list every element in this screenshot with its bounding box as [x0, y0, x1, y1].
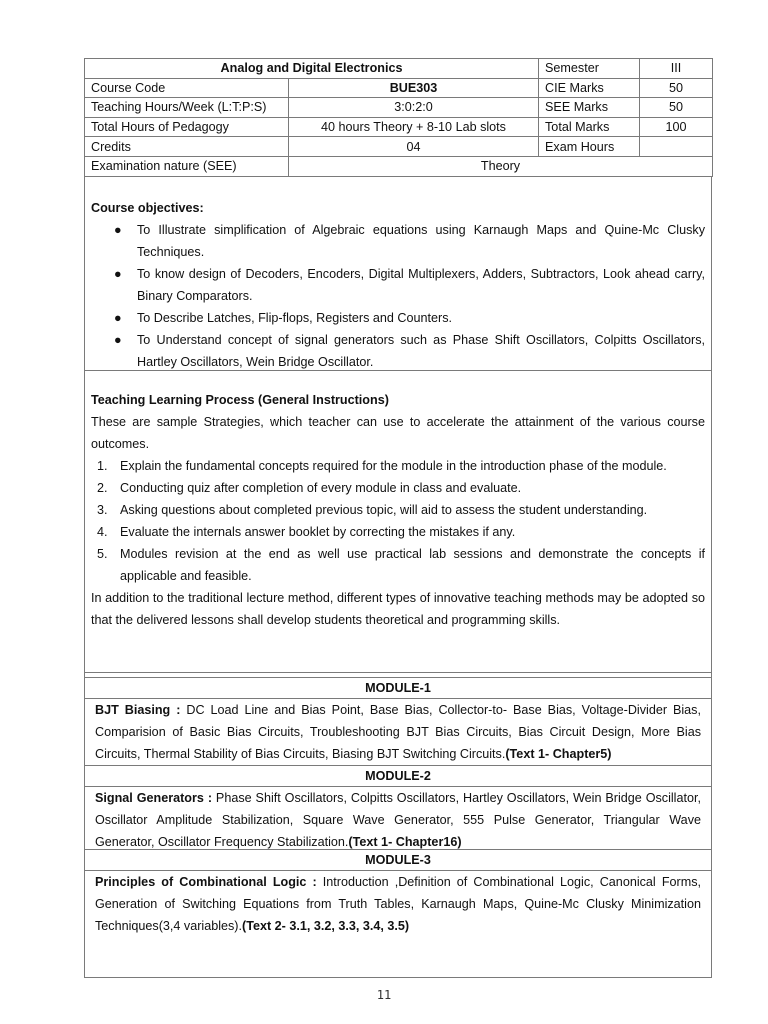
bullet-icon: ●: [114, 310, 122, 325]
objective-text: To Understand concept of signal generators such as Phase Shift Oscillators, Colpitts Oscillators, Hartley Oscillators, Wein Bridge Oscillator.: [137, 332, 705, 369]
teaching-item-text: Modules revision at the end as well use practical lab sessions and demonstrate the concepts if applicable and feasible.: [120, 546, 705, 583]
bullet-icon: ●: [114, 266, 122, 281]
course-code-row: [85, 78, 713, 98]
row-value: BUE303: [289, 78, 539, 98]
objective-text: To Illustrate simplification of Algebraic equations using Karnaugh Maps and Quine-Mc Clusky Techniques.: [137, 222, 705, 259]
row-right-value: 100: [640, 117, 713, 137]
objectives-heading: Course objectives:: [91, 200, 204, 215]
teaching-item-text: Asking questions about completed previous topic, will aid to assess the student understanding.: [120, 502, 648, 517]
list-item: [91, 329, 705, 373]
bullet-icon: ●: [114, 222, 122, 237]
row-value: 04: [289, 137, 539, 157]
row-right-label: CIE Marks: [539, 78, 640, 98]
exam-nature-value: Theory: [289, 156, 713, 176]
teaching-heading: Teaching Learning Process (General Instructions): [91, 392, 389, 407]
pedagogy-hours-row: [85, 117, 713, 137]
objective-text: To know design of Decoders, Encoders, Digital Multiplexers, Adders, Subtractors, Look ahead carry, Binary Comparators.: [137, 266, 705, 303]
course-info-table: [84, 58, 713, 177]
list-item: 3. Asking questions about completed previous topic, will aid to assess the student understanding.: [97, 502, 648, 517]
semester-value: III: [640, 59, 713, 79]
teaching-intro: These are sample Strategies, which teacher can use to accelerate the attainment of the various course outcomes.: [91, 414, 705, 451]
list-item: 4. Evaluate the internals answer booklet by correcting the mistakes if any.: [97, 524, 516, 539]
row-right-value: 50: [640, 78, 713, 98]
course-title-row: [85, 59, 713, 79]
teaching-learning-section: [85, 371, 711, 673]
list-item: [91, 307, 705, 329]
module-reference: (Text 1- Chapter5): [505, 746, 612, 761]
row-label: Teaching Hours/Week (L:T:P:S): [85, 98, 289, 118]
module-1-body: [85, 699, 711, 766]
row-value: 3:0:2:0: [289, 98, 539, 118]
module-topic: Principles of Combinational Logic :: [95, 874, 317, 889]
list-item: 5. Modules revision at the end as well use practical lab sessions and demonstrate the concepts if applicable and feasible.: [97, 546, 705, 583]
course-objectives-section: [85, 177, 711, 371]
module-topic: Signal Generators :: [95, 790, 213, 805]
semester-label: Semester: [539, 59, 640, 79]
module-2-body: [85, 787, 711, 850]
row-label: Total Hours of Pedagogy: [85, 117, 289, 137]
row-label: Course Code: [85, 78, 289, 98]
teaching-item-text: Evaluate the internals answer booklet by correcting the mistakes if any.: [120, 524, 516, 539]
row-value: 40 hours Theory + 8-10 Lab slots: [289, 117, 539, 137]
syllabus-page: [84, 58, 712, 978]
row-right-value: [640, 137, 713, 157]
teaching-list: [91, 455, 705, 587]
list-item: [91, 219, 705, 263]
teaching-item-text: Explain the fundamental concepts required for the module in the introduction phase of the module.: [120, 458, 667, 473]
bullet-icon: ●: [114, 332, 122, 347]
module-text: Phase Shift Oscillators, Colpitts Oscillators, Hartley Oscillators, Wein Bridge Oscillator, Oscillator Amplitude Stabilization, Square Wave Generator, 555 Pulse Generator, Triangular Wave Generator, Oscillator Frequency Stabilization.: [95, 790, 701, 849]
module-1-heading: MODULE-1: [85, 678, 711, 699]
exam-nature-row: [85, 156, 713, 176]
module-2-heading: MODULE-2: [85, 766, 711, 787]
course-title: Analog and Digital Electronics: [85, 59, 539, 79]
list-item: 1. Explain the fundamental concepts required for the module in the introduction phase of the module.: [97, 458, 667, 473]
teaching-hours-row: [85, 98, 713, 118]
teaching-outro: In addition to the traditional lecture method, different types of innovative teaching methods may be adopted so that the delivered lessons shall develop students theoretical and programming skills.: [91, 590, 705, 627]
page-number: 11: [376, 988, 392, 1002]
row-right-value: 50: [640, 98, 713, 118]
module-reference: (Text 2- 3.1, 3.2, 3.3, 3.4, 3.5): [242, 918, 410, 933]
module-topic: BJT Biasing :: [95, 702, 181, 717]
module-3-body: [85, 871, 711, 977]
list-item: [91, 263, 705, 307]
syllabus-body: [84, 177, 712, 978]
teaching-item-text: Conducting quiz after completion of every module in class and evaluate.: [120, 480, 522, 495]
credits-row: [85, 137, 713, 157]
row-right-label: Exam Hours: [539, 137, 640, 157]
module-text: DC Load Line and Bias Point, Base Bias, Collector-to- Base Bias, Voltage-Divider Bias, Comparision of Basic Bias Circuits, Troubleshooting BJT Bias Circuits, Bias Circuit Design, More Bias Circuits, Thermal Stability of Bias Circuits, Biasing BJT Switching Circuits.: [95, 702, 701, 761]
row-right-label: SEE Marks: [539, 98, 640, 118]
exam-nature-label: Examination nature (SEE): [85, 156, 289, 176]
module-reference: (Text 1- Chapter16): [348, 834, 462, 849]
objective-text: To Describe Latches, Flip-flops, Registers and Counters.: [137, 310, 452, 325]
objectives-list: [91, 219, 705, 373]
list-item: 2. Conducting quiz after completion of every module in class and evaluate.: [97, 480, 522, 495]
row-right-label: Total Marks: [539, 117, 640, 137]
row-label: Credits: [85, 137, 289, 157]
module-3-heading: MODULE-3: [85, 850, 711, 871]
module-text: Introduction ,Definition of Combinational Logic, Canonical Forms, Generation of Switching Equations from Truth Tables, Karnaugh Maps, Quine-Mc Clusky Minimization Techniques(3,4 variables).: [95, 874, 701, 933]
